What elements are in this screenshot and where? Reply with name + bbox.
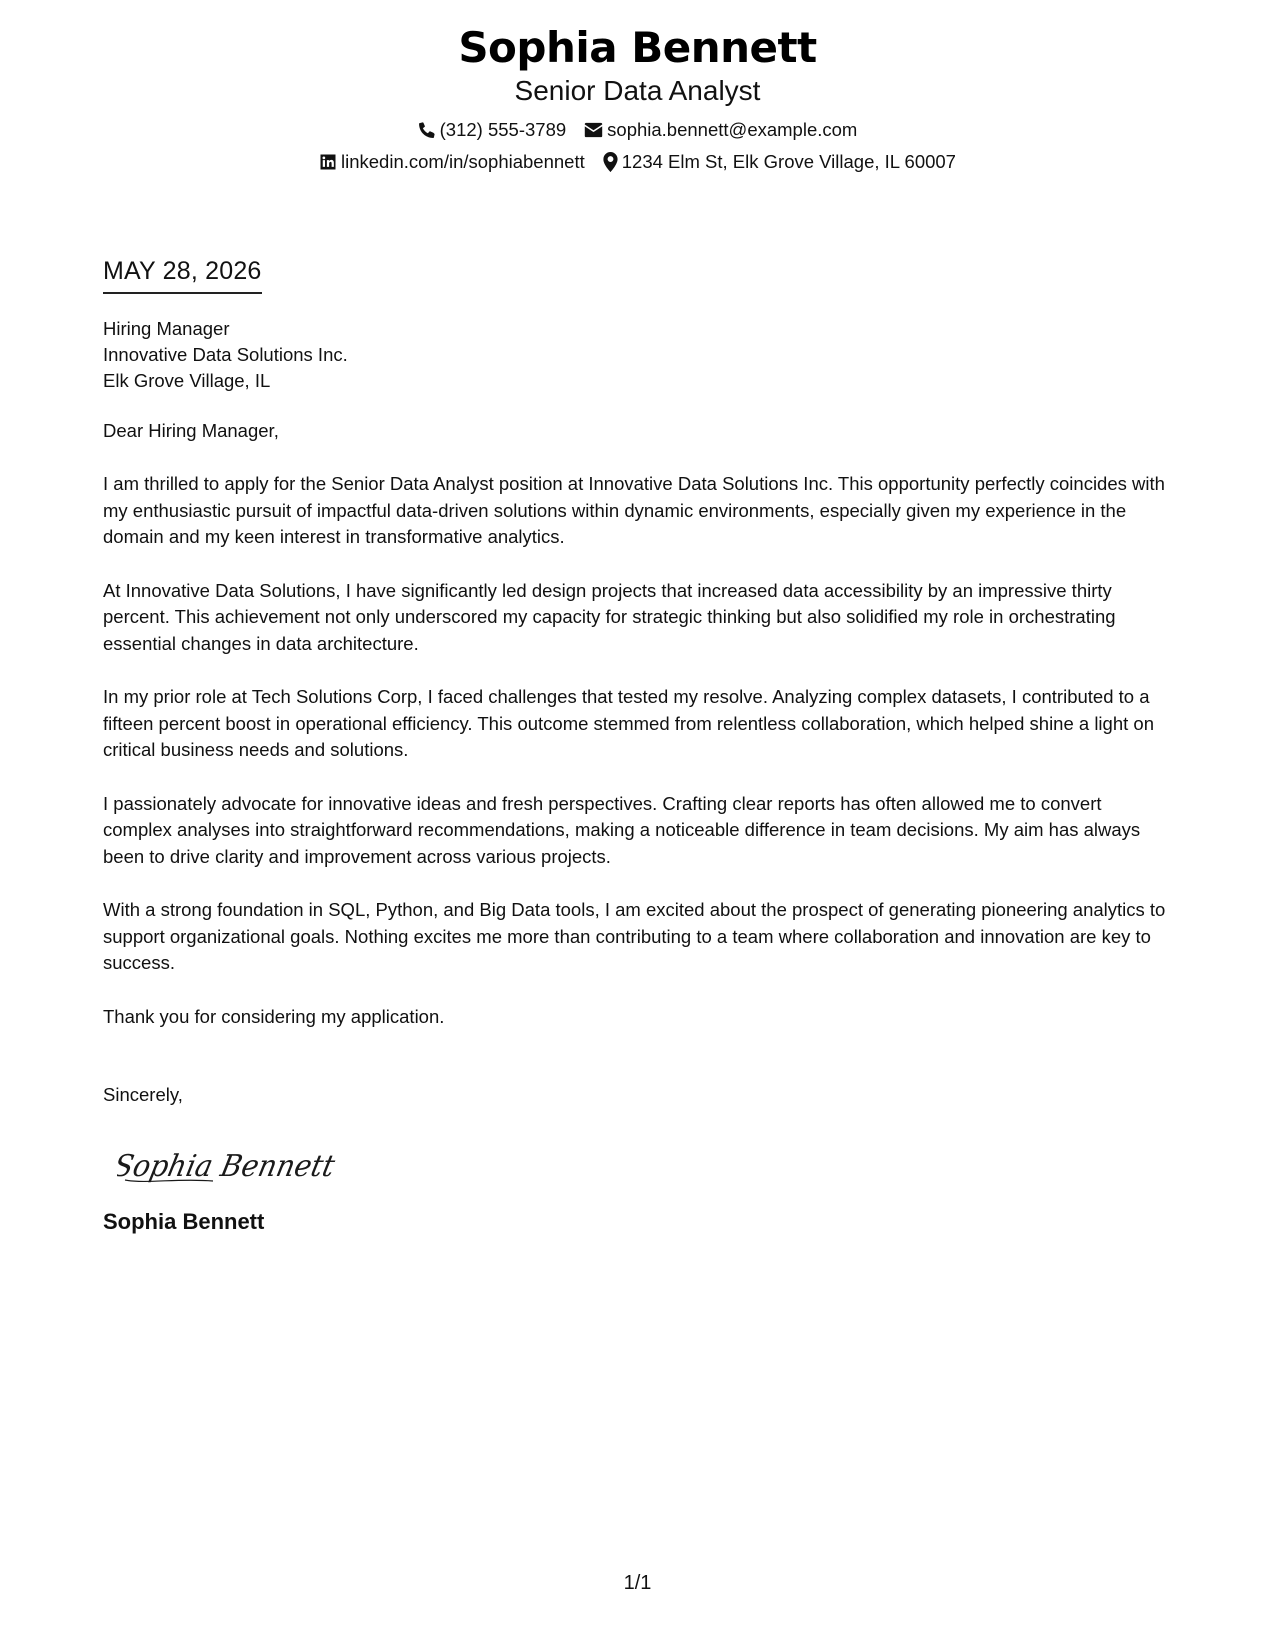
page-number: 1/1 xyxy=(623,1572,652,1594)
contact-address xyxy=(603,150,956,174)
body-paragraph: I am thrilled to apply for the Senior Data Analyst position at Innovative Data Solutions Inc. This opportunity perfectly coincides with my enthusiastic pursuit of impactful data-driven solutions within dynamic environments, especially given my experience in the domain and my keen interest in transformative analytics. xyxy=(103,473,1165,547)
handwritten-signature xyxy=(117,1134,347,1194)
letter-header xyxy=(0,22,1275,174)
applicant-name: Sophia Bennett xyxy=(458,23,817,72)
contact-row xyxy=(0,118,1275,142)
recipient-company: Innovative Data Solutions Inc. xyxy=(103,344,348,365)
svg-text:Sophia Bennett: Sophia Bennett xyxy=(117,1149,347,1184)
body-paragraph: I passionately advocate for innovative ideas and fresh perspectives. Crafting clear reports has often allowed me to convert complex analyses into straightforward recommendations, making a noticeable difference in team decisions. My aim has always been to drive clarity and improvement across various projects. xyxy=(103,792,1141,867)
letter-body xyxy=(103,256,1173,1236)
linkedin-url[interactable]: linkedin.com/in/sophiabennett xyxy=(341,151,585,172)
contact-phone xyxy=(418,118,567,142)
linkedin-icon xyxy=(319,153,337,171)
signer-name: Sophia Bennett xyxy=(103,1209,265,1234)
recipient-block xyxy=(103,316,1173,394)
phone-number[interactable]: (312) 555-3789 xyxy=(439,119,567,140)
thank-you-line: Thank you for considering my application. xyxy=(103,1005,445,1027)
street-address: 1234 Elm St, Elk Grove Village, IL 60007 xyxy=(621,151,956,172)
recipient-location: Elk Grove Village, IL xyxy=(103,370,271,391)
contact-row xyxy=(0,150,1275,174)
closing: Sincerely, xyxy=(103,1084,183,1105)
salutation: Dear Hiring Manager, xyxy=(103,420,279,441)
applicant-title: Senior Data Analyst xyxy=(514,75,761,106)
body-paragraph: At Innovative Data Solutions, I have significantly led design projects that increased data accessibility by an impressive thirty percent. This achievement not only underscored my capacity for strategic thinking but also solidified my role in orchestrating essential changes in data architecture. xyxy=(103,579,1116,654)
phone-icon xyxy=(418,121,436,139)
email-address[interactable]: sophia.bennett@example.com xyxy=(607,119,858,140)
body-paragraph: With a strong foundation in SQL, Python, and Big Data tools, I am excited about the prospect of generating pioneering analytics to support organizational goals. Nothing excites me more than contributing to a team where collaboration and innovation are key to success. xyxy=(103,899,1166,973)
body-paragraph: In my prior role at Tech Solutions Corp, I faced challenges that tested my resolve. Analyzing complex datasets, I contributed to a fifteen percent boost in operational efficiency. This outcome stemmed from relentless collaboration, which helped shine a light on critical business needs and solutions. xyxy=(103,686,1154,760)
contact-email xyxy=(584,118,857,142)
contact-linkedin xyxy=(319,150,585,174)
location-pin-icon xyxy=(603,152,618,172)
recipient-title: Hiring Manager xyxy=(103,318,230,339)
envelope-icon xyxy=(584,122,603,138)
letter-date: MAY 28, 2026 xyxy=(103,256,262,294)
signature-image xyxy=(117,1134,347,1194)
